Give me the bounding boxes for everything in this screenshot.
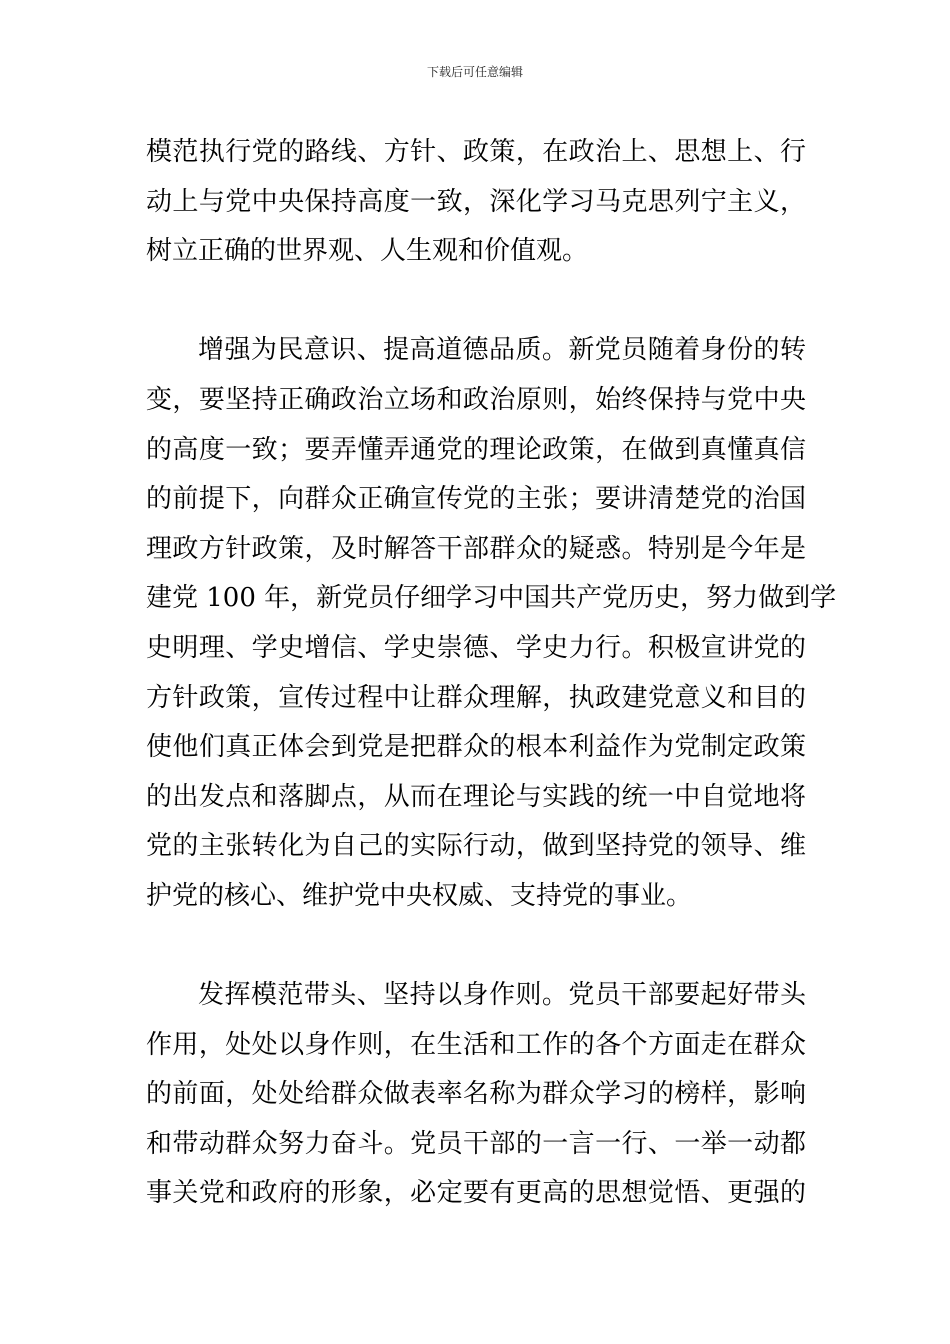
text-line: 动上与党中央保持高度一致，深化学习马克思列宁主义， [146, 186, 806, 217]
document-body [146, 128, 837, 1219]
text-line: 模范执行党的路线、方针、政策，在政治上、思想上、行 [146, 137, 806, 167]
text-line: 的前提下，向群众正确宣传党的主张；要讲清楚党的治国 [146, 484, 806, 515]
text-line: 发挥模范带头、坚持以身作则。党员干部要起好带头 [198, 980, 806, 1011]
paragraph-gap [146, 922, 806, 972]
text-line: 作用，处处以身作则，在生活和工作的各个方面走在群众 [146, 1029, 806, 1060]
text-line: 使他们真正体会到党是把群众的根本利益作为党制定政策 [146, 732, 806, 763]
paragraph-gap [146, 277, 806, 327]
paragraph-2 [146, 326, 837, 921]
page-header-note: 下载后可任意编辑 [426, 65, 523, 79]
text-line: 和带动群众努力奋斗。党员干部的一言一行、一举一动都 [146, 1128, 806, 1159]
text-line: 党的主张转化为自己的实际行动，做到坚持党的领导、维 [146, 831, 806, 862]
paragraph-1 [146, 128, 806, 277]
paragraph-3 [146, 971, 806, 1219]
text-line: 建党 100 年，新党员仔细学习中国共产党历史，努力做到学 [146, 583, 837, 614]
text-line: 的出发点和落脚点，从而在理论与实践的统一中自觉地将 [146, 781, 806, 812]
text-line: 增强为民意识、提高道德品质。新党员随着身份的转 [198, 335, 806, 366]
text-line: 树立正确的世界观、人生观和价值观。 [146, 236, 589, 267]
text-line: 的高度一致；要弄懂弄通党的理论政策，在做到真懂真信 [146, 434, 806, 465]
text-line: 方针政策，宣传过程中让群众理解，执政建党意义和目的 [146, 682, 806, 713]
text-line: 变，要坚持正确政治立场和政治原则，始终保持与党中央 [146, 384, 806, 415]
text-line: 事关党和政府的形象，必定要有更高的思想觉悟、更强的 [146, 1178, 806, 1209]
text-line: 理政方针政策，及时解答干部群众的疑惑。特别是今年是 [146, 533, 806, 564]
text-line: 史明理、学史增信、学史崇德、学史力行。积极宣讲党的 [146, 632, 806, 663]
text-line: 的前面，处处给群众做表率名称为群众学习的榜样，影响 [146, 1079, 806, 1110]
text-line: 护党的核心、维护党中央权威、支持党的事业。 [146, 880, 693, 911]
